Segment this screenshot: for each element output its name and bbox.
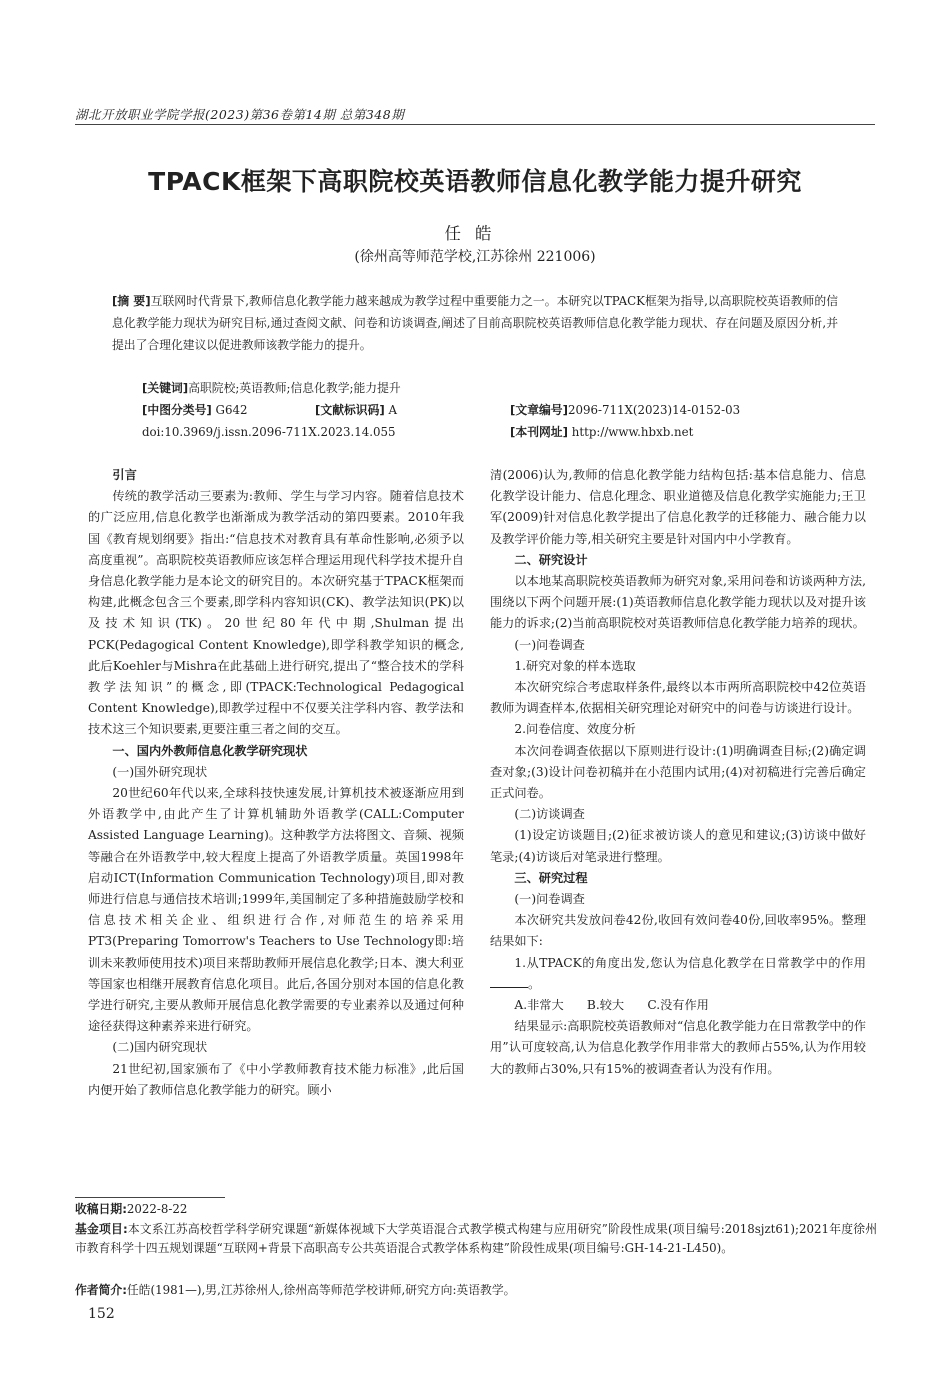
- section-1-2-paragraph: 21世纪初,国家颁布了《中小学教师教育技术能力标准》,此后国内便开始了教师信息化教学能力的研究。顾小: [88, 1061, 464, 1097]
- journal-header: 湖北开放职业学院学报(2023)第36卷第14期 总第348期: [75, 107, 405, 122]
- question-1-options: [490, 995, 866, 1016]
- classification-label: [中图分类号]: [142, 403, 212, 417]
- abstract-text: 互联网时代背景下,教师信息化教学能力越来越成为教学过程中重要能力之一。本研究以TPACK框架为指导,以高职院校英语教师的信息化教学能力现状为研究目标,通过查阅文献、问卷和访谈调查,阐述了目前高职院校英语教师信息化教学能力现状、存在问题及原因分析,并提出了合理化建议以促进教师该教学能力的提升。: [112, 294, 838, 352]
- article-number-label: [文章编号]: [510, 403, 568, 417]
- intro-heading: 引言: [112, 468, 137, 482]
- keywords: [142, 377, 401, 399]
- fund-text: 本文系江苏高校哲学科学研究课题“新媒体视域下大学英语混合式教学模式构建与应用研究”阶段性成果(项目编号:2018sjzt61);2021年度徐州市教育科学十四五规划课题“互联网+背景下高职高专公共英语混合式教学体系构建”阶段性成果(项目编号:GH-14-21-L450)。: [75, 1222, 877, 1255]
- journal-website: [510, 421, 693, 443]
- section-1-1-paragraph: 20世纪60年代以来,全球科技快速发展,计算机技术被逐渐应用到外语教学中,由此产生了计算机辅助外语教学(CALL:Computer Assisted Language Learning)。这种教学方法将图文、音频、视频等融合在外语教学中,较大程度上提高了外语教学质量。英国1998年启动ICT(Information Communication Technology)项目,即对教师进行信息与通信技术培训;1999年,美国制定了多种措施鼓励学校和信息技术相关企业、组织进行合作,对师范生的培养采用PT3(Preparing Tomorrow's Teachers to Use Technology即:培训未来教师使用技术)项目来帮助教师开展信息化教学;日本、澳大利亚等国家也相继开展教育信息化项目。此后,各国分别对本国的信息化教学进行研究,主要从教师开展信息化教学需要的专业素养以及通过何种途径获得这种素养来进行研究。: [88, 786, 464, 1034]
- abstract: [112, 290, 838, 356]
- option-a: A.非常大: [514, 998, 564, 1013]
- option-b: B.较大: [586, 998, 625, 1013]
- section-3-heading: 三、研究过程: [514, 870, 588, 885]
- document-code: [315, 399, 397, 421]
- section-1-2-heading: (二)国内研究现状: [112, 1040, 208, 1055]
- page-number: 152: [88, 1306, 115, 1322]
- question-1: [490, 953, 866, 995]
- section-2-heading: 二、研究设计: [514, 552, 588, 567]
- header-rule: [75, 124, 875, 125]
- article-number: [510, 399, 740, 421]
- option-c: C.没有作用: [647, 998, 709, 1013]
- result-paragraph: 结果显示:高职院校英语教师对“信息化教学能力在日常教学中的作用”认可度较高,认为信息化教学作用非常大的教师占55%,认为作用较大的教师占30%,只有15%的被调查者认为没有作用。: [490, 1019, 866, 1076]
- section-2-paragraph: 以本地某高职院校英语教师为研究对象,采用问卷和访谈两种方法,围绕以下两个问题开展:(1)英语教师信息化教学能力现状以及对提升该能力的诉求;(2)当前高职院校对英语教师信息化教学能力培养的现状。: [490, 574, 866, 631]
- continued-paragraph: 清(2006)认为,教师的信息化教学能力结构包括:基本信息能力、信息化教学设计能力、信息化理念、职业道德及信息化教学实施能力;王卫军(2009)针对信息化教学提出了信息化教学的迁移能力、融合能力以及教学评价能力等,相关研究主要是针对国内中小学教育。: [490, 468, 866, 546]
- body-right-column: [490, 465, 866, 1080]
- footnote-rule: [75, 1197, 225, 1198]
- abstract-label: [摘 要]: [112, 294, 151, 308]
- website-label: [本刊网址]: [510, 425, 568, 439]
- author-bio-label: 作者简介:: [75, 1283, 127, 1297]
- question-1-end: 。: [528, 976, 541, 991]
- section-2-1-subheading-a: 1.研究对象的样本选取: [514, 658, 636, 673]
- fund-note: [75, 1220, 877, 1258]
- keywords-text: 高职院校;英语教师;信息化教学;能力提升: [188, 381, 401, 395]
- section-3-1-heading: (一)问卷调查: [514, 892, 585, 907]
- section-2-1-subheading-b: 2.问卷信度、效度分析: [514, 722, 636, 737]
- author-bio-text: 任皓(1981—),男,江苏徐州人,徐州高等师范学校讲师,研究方向:英语教学。: [126, 1283, 516, 1297]
- section-1-1-heading: (一)国外研究现状: [112, 764, 208, 779]
- received-date: [75, 1200, 877, 1219]
- section-2-1-paragraph-b: 本次问卷调查依据以下原则进行设计:(1)明确调查目标;(2)确定调查对象;(3)设计问卷初稿并在小范围内试用;(4)对初稿进行完善后确定正式问卷。: [490, 743, 866, 801]
- intro-paragraph: 传统的教学活动三要素为:教师、学生与学习内容。随着信息技术的广泛应用,信息化教学也渐渐成为教学活动的第四要素。2010年我国《教育规划纲要》指出:“信息技术对教育具有革命性影响,必须予以高度重视”。高职院校英语教师应该怎样合理运用现代科学技术提升自身信息化教学能力是本论文的研究目的。本次研究基于TPACK框架而构建,此概念包含三个要素,即学科内容知识(CK)、教学法知识(PK)以及技术知识(TK)。20世纪80年代中期,Shulman提出PCK(Pedagogical Content Knowledge),即学科教学知识的概念,此后Koehler与Mishra在此基础上进行研究,提出了“整合技术的学科教学法知识”的概念,即(TPACK:Technological Pedagogical Content Knowledge),即教学过程中不仅要关注学科内容、教学法和技术这三个知识要素,更要注重三者之间的交互。: [88, 489, 464, 737]
- keywords-label: [关键词]: [142, 381, 189, 395]
- classification-value: G642: [215, 403, 248, 417]
- received-value: 2022-8-22: [126, 1202, 188, 1216]
- section-2-2-heading: (二)访谈调查: [514, 807, 585, 822]
- fund-label: 基金项目:: [75, 1222, 128, 1236]
- section-2-1-heading: (一)问卷调查: [514, 637, 585, 652]
- answer-blank: [490, 976, 528, 988]
- received-label: 收稿日期:: [75, 1202, 127, 1216]
- article-author: 任皓: [444, 224, 506, 243]
- doi: doi:10.3969/j.issn.2096-711X.2023.14.055: [142, 425, 396, 439]
- document-code-value: A: [388, 403, 398, 417]
- section-1-heading: 一、国内外教师信息化教学研究现状: [112, 743, 308, 758]
- document-code-label: [文献标识码]: [315, 403, 385, 417]
- classification: [142, 399, 247, 421]
- website-value[interactable]: http://www.hbxb.net: [571, 425, 694, 439]
- article-title: TPACK框架下高职院校英语教师信息化教学能力提升研究: [148, 167, 802, 196]
- author-bio: [75, 1281, 877, 1300]
- body-left-column: [88, 465, 464, 1101]
- author-affiliation: (徐州高等师范学校,江苏徐州 221006): [354, 249, 596, 265]
- section-2-1-paragraph-a: 本次研究综合考虑取样条件,最终以本市两所高职院校中42位英语教师为调查样本,依据相关研究理论对研究中的问卷与访谈进行设计。: [490, 680, 866, 716]
- article-number-value: 2096-711X(2023)14-0152-03: [567, 403, 741, 417]
- question-1-text: 1.从TPACK的角度出发,您认为信息化教学在日常教学中的作用: [514, 955, 866, 970]
- section-3-1-paragraph: 本次研究共发放问卷42份,收回有效问卷40份,回收率95%。整理结果如下:: [490, 913, 866, 949]
- section-2-2-paragraph: (1)设定访谈题目;(2)征求被访谈人的意见和建议;(3)访谈中做好笔录;(4)访谈后对笔录进行整理。: [490, 828, 866, 864]
